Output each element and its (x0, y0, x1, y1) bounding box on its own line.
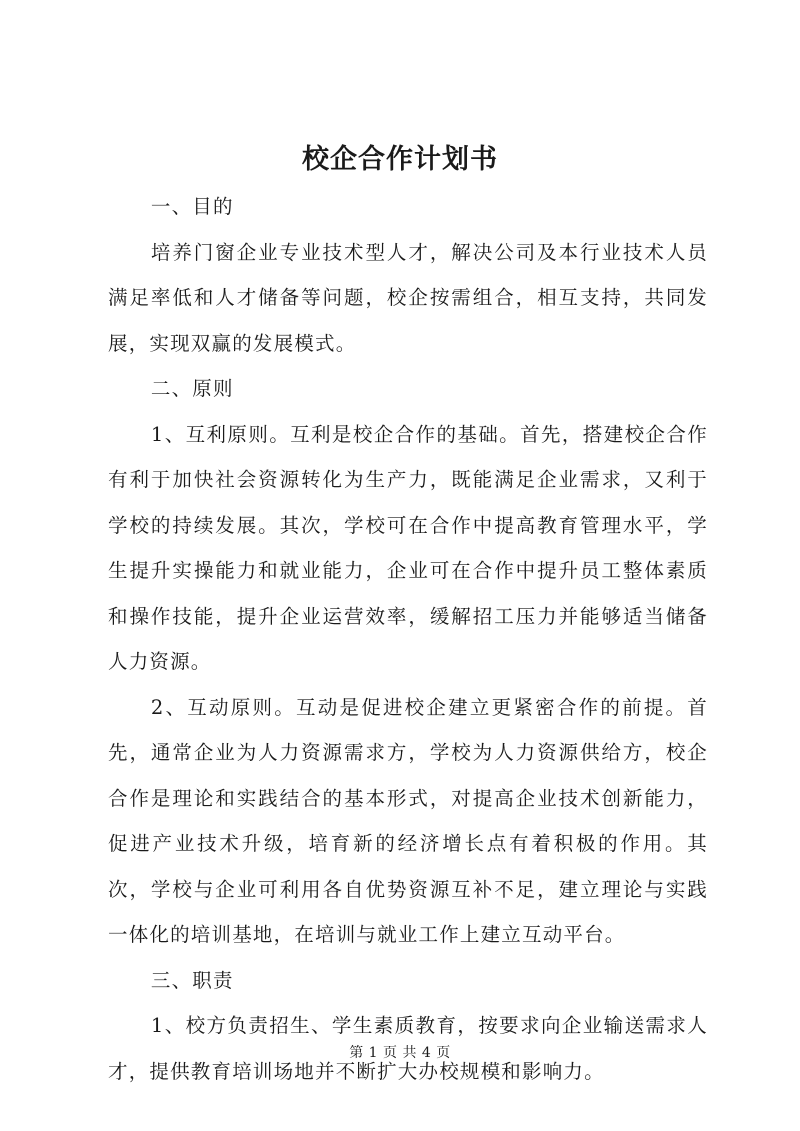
document-body (108, 184, 708, 1094)
paragraph-purpose: 培养门窗企业专业技术型人才，解决公司及本行业技术人员满足率低和人才储备等问题，校企按需组合，相互支持，共同发展，实现双赢的发展模式。 (108, 240, 708, 355)
paragraph-mutual-benefit: 1、互利原则。互利是校企合作的基础。首先，搭建校企合作有利于加快社会资源转化为生产力，既能满足企业需求，又利于学校的持续发展。其次，学校可在合作中提高教育管理水平，学生提升实操能力和就业能力，企业可在合作中提升员工整体素质和操作技能，提升企业运营效率，缓解招工压力并能够适当储备人力资源。 (108, 422, 708, 673)
section-heading-purpose: 一、目的 (150, 195, 234, 218)
paragraph-school-responsibility: 1、校方负责招生、学生素质教育，按要求向企业输送需求人才，提供教育培训场地并不断扩大办校规模和影响力。 (108, 1014, 708, 1083)
page-number-footer: 第 1 页 共 4 页 (349, 1045, 451, 1061)
section-heading-principles: 二、原则 (150, 377, 234, 400)
document-title: 校企合作计划书 (302, 144, 498, 175)
paragraph-interaction: 2、互动原则。互动是促进校企建立更紧密合作的前提。首先，通常企业为人力资源需求方，学校为人力资源供给方，校企合作是理论和实践结合的基本形式，对提高企业技术创新能力，促进产业技术升级，培育新的经济增长点有着积极的作用。其次，学校与企业可利用各自优势资源互补不足，建立理论与实践一体化的培训基地，在培训与就业工作上建立互动平台。 (108, 695, 708, 946)
section-heading-responsibilities: 三、职责 (150, 968, 234, 992)
